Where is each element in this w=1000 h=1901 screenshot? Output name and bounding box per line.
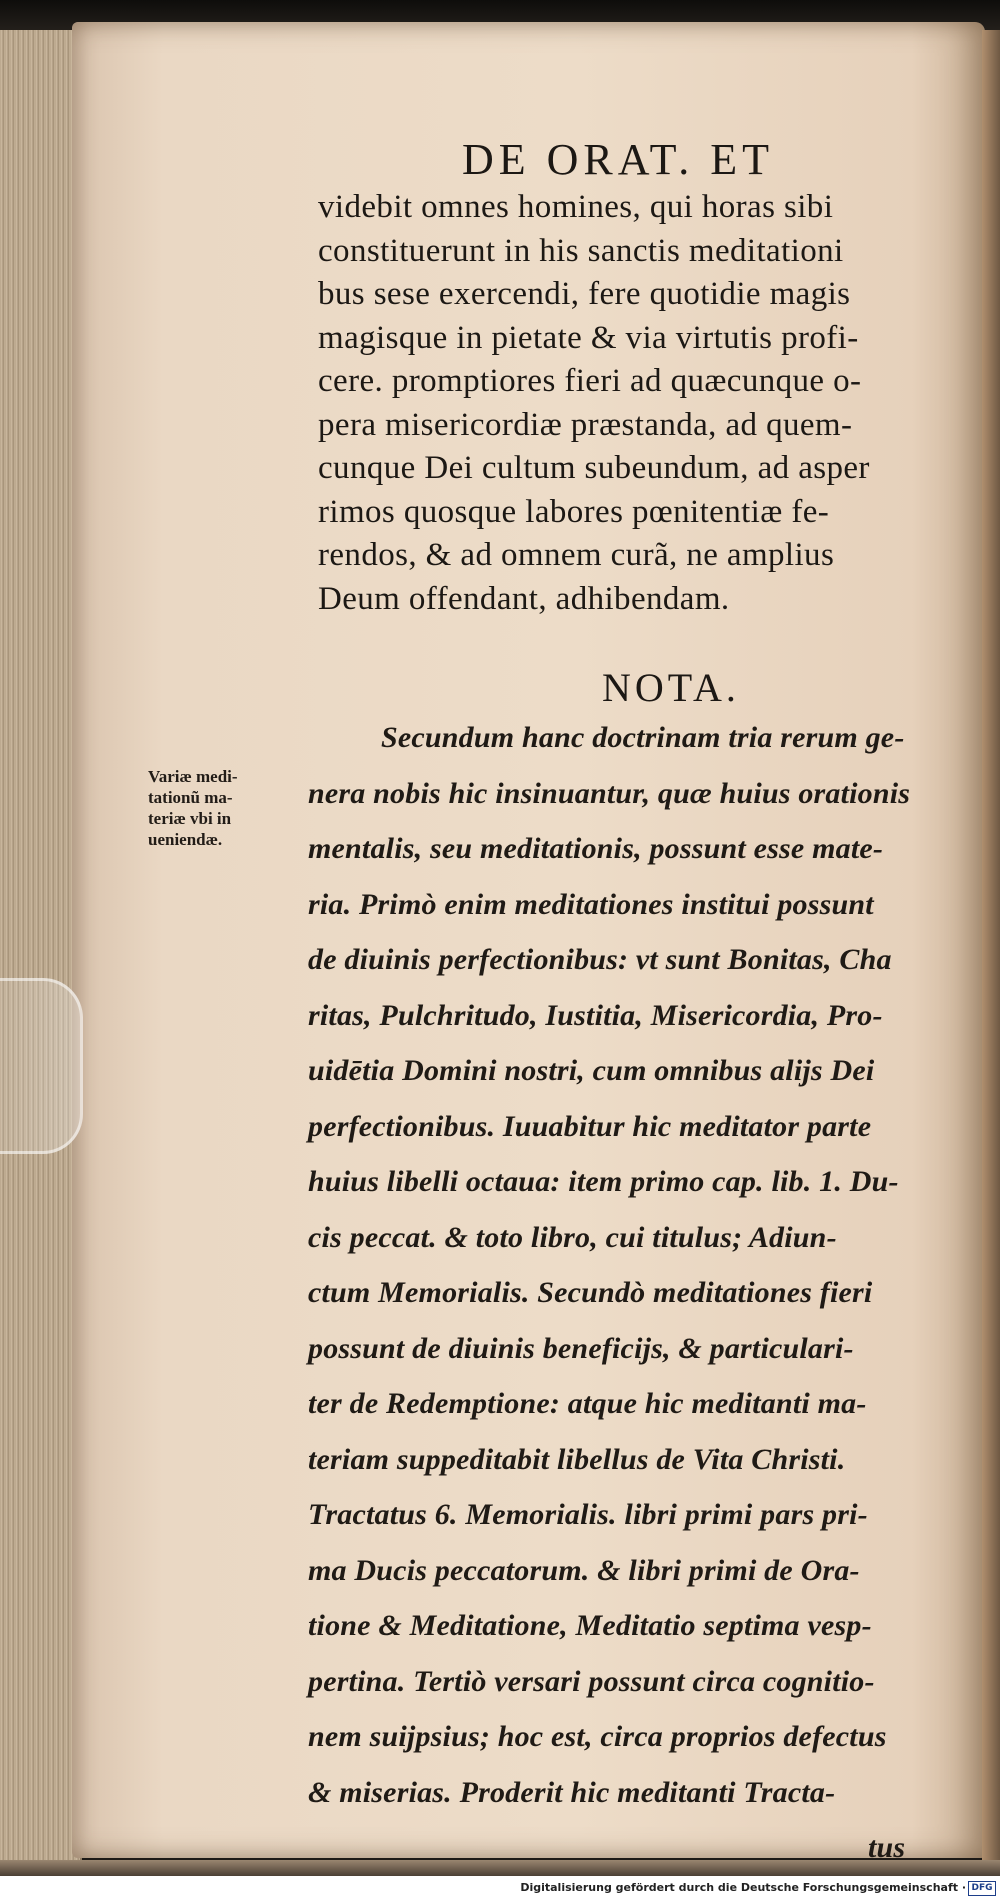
note-line: nera nobis hic insinuantur, quæ huius orationis xyxy=(308,776,911,810)
margin-note-line: teriæ vbi in xyxy=(148,809,232,828)
text-line: videbit omnes homines, qui horas sibi xyxy=(318,189,834,225)
main-paragraph xyxy=(318,186,978,621)
note-line: huius libelli octaua: item primo cap. lib. 1. Du- xyxy=(308,1165,899,1198)
text-line: magisque in pietate & via virtutis profi- xyxy=(318,319,859,356)
note-line: Tractatus 6. Memorialis. libri primi pars pri- xyxy=(308,1498,868,1531)
note-line: ma Ducis peccatorum. & libri primi de Ora- xyxy=(308,1553,860,1587)
text-line: cere. promptiores fieri ad quæcunque o- xyxy=(318,363,862,399)
note-line: & miserias. Proderit hic meditanti Tracta- xyxy=(308,1775,836,1809)
note-line: nem suijpsius; hoc est, circa proprios defectus xyxy=(308,1720,887,1753)
text-line: bus sese exercendi, fere quotidie magis xyxy=(318,276,851,312)
book-page-edges xyxy=(0,30,82,1860)
note-line: teriam suppeditabit libellus de Vita Christi. xyxy=(308,1442,846,1476)
note-line: possunt de diuinis beneficijs, & particulari- xyxy=(308,1331,854,1365)
funding-credit: Digitalisierung gefördert durch die Deutsche Forschungsgemeinschaft · xyxy=(520,1881,966,1894)
note-line: tus xyxy=(868,1831,906,1864)
note-line: mentalis, seu meditationis, possunt esse mate- xyxy=(308,832,884,865)
section-heading: NOTA. xyxy=(602,665,740,710)
dfg-logo-icon: DFG xyxy=(968,1881,996,1896)
text-line: rendos, & ad omnem curã, ne amplius xyxy=(318,537,835,573)
text-line: Deum offendant, adhibendam. xyxy=(318,580,730,617)
note-line: ria. Primò enim meditationes institui possunt xyxy=(308,887,874,921)
margin-note-line: tationũ ma- xyxy=(148,788,233,807)
note-paragraph xyxy=(308,710,988,1876)
note-line: tione & Meditatione, Meditatio septima vesp- xyxy=(308,1609,872,1642)
text-line: cunque Dei cultum subeundum, ad asper xyxy=(318,450,870,486)
note-line: ter de Redemptione: atque hic meditanti ma- xyxy=(308,1387,867,1420)
note-line: ctum Memorialis. Secundò meditationes fieri xyxy=(308,1276,873,1309)
note-line: Secundum hanc doctrinam tria rerum ge- xyxy=(381,721,905,754)
text-line: pera misericordiæ præstanda, ad quem- xyxy=(318,406,853,443)
text-line: constituerunt in his sanctis meditationi xyxy=(318,232,844,269)
running-head: DE ORAT. ET xyxy=(462,135,775,184)
margin-note-line: ueniendæ. xyxy=(148,830,223,849)
note-line: ritas, Pulchritudo, Iustitia, Misericordia, Pro- xyxy=(308,998,883,1032)
margin-note xyxy=(148,766,298,850)
page-clip xyxy=(0,978,83,1154)
note-line: uidētia Domini nostri, cum omnibus alijs Dei xyxy=(308,1054,875,1087)
note-line: de diuinis perfectionibus: vt sunt Bonitas, Cha xyxy=(308,943,892,976)
note-line: perfectionibus. Iuuabitur hic meditator parte xyxy=(308,1109,872,1143)
margin-note-line: Variæ medi- xyxy=(148,767,238,786)
note-line: cis peccat. & toto libro, cui titulus; Adiun- xyxy=(308,1220,837,1254)
digitization-footer xyxy=(0,1876,1000,1901)
note-line: pertina. Tertiò versari possunt circa cognitio- xyxy=(308,1664,875,1698)
text-line: rimos quosque labores pœnitentiæ fe- xyxy=(318,493,830,530)
